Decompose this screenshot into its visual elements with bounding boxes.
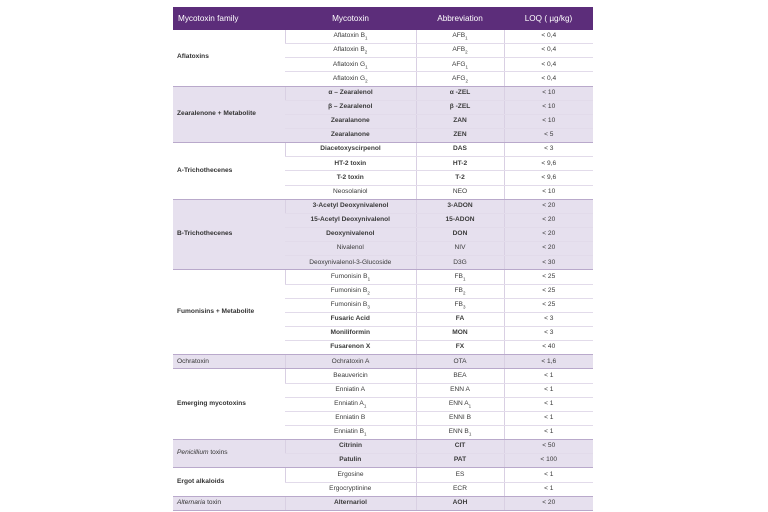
abbreviation-cell-text: D3G	[453, 258, 467, 266]
loq-cell-text: < 0,4	[541, 74, 557, 82]
loq-cell	[504, 58, 593, 72]
loq-cell-text: < 10	[542, 102, 556, 110]
family-label: Penicillium	[177, 449, 209, 457]
mycotoxin-cell-text: α – Zearalenol	[328, 88, 373, 96]
loq-cell-text: < 3	[544, 145, 554, 153]
family-cell	[173, 143, 285, 200]
mycotoxin-cell-text: 15-Acetyl Deoxynivalenol	[310, 216, 391, 224]
mycotoxin-cell-text: Enniatin B	[335, 414, 366, 422]
abbreviation-cell-text: OTA	[453, 357, 467, 365]
mycotoxin-cell-text: Diacetoxyscirpenol	[320, 145, 381, 153]
loq-cell	[504, 397, 593, 411]
mycotoxin-cell-text: Deoxynivalenol-3-Glucoside	[309, 258, 392, 266]
loq-cell-text: < 9,6	[541, 173, 557, 181]
abbreviation-cell	[416, 496, 504, 510]
mycotoxin-cell-subscript: 1	[365, 63, 368, 69]
mycotoxin-cell	[285, 227, 416, 241]
abbreviation-cell	[416, 440, 504, 454]
loq-cell	[504, 44, 593, 58]
mycotoxin-cell	[285, 312, 416, 326]
mycotoxin-cell	[285, 86, 416, 100]
abbreviation-cell	[416, 468, 504, 482]
loq-cell-text: < 0,4	[541, 32, 557, 40]
mycotoxin-cell-text: Alternariol	[334, 498, 367, 506]
family-label: Emerging mycotoxins	[177, 399, 246, 407]
abbreviation-cell-text: HT-2	[452, 159, 468, 167]
abbreviation-cell-text: NIV	[454, 244, 466, 252]
abbreviation-cell-text: ECR	[453, 484, 467, 492]
loq-cell	[504, 143, 593, 157]
abbreviation-cell-text: DAS	[453, 145, 467, 153]
table-row	[173, 496, 593, 510]
loq-cell	[504, 157, 593, 171]
family-cell	[173, 355, 285, 369]
loq-cell-text: < 9,6	[541, 159, 557, 167]
mycotoxin-cell	[285, 242, 416, 256]
loq-cell-text: < 0,4	[541, 60, 557, 68]
abbreviation-cell	[416, 256, 504, 270]
mycotoxin-cell	[285, 468, 416, 482]
mycotoxin-cell	[285, 58, 416, 72]
mycotoxin-cell	[285, 44, 416, 58]
loq-cell	[504, 440, 593, 454]
abbreviation-cell-text: AFG	[451, 60, 466, 68]
abbreviation-cell-text: DON	[452, 230, 468, 238]
mycotoxin-cell-text: Nivalenol	[336, 244, 364, 252]
loq-cell	[504, 270, 593, 284]
abbreviation-cell-text: AOH	[452, 498, 468, 506]
table-row	[173, 355, 593, 369]
mycotoxin-cell	[285, 369, 416, 383]
mycotoxin-cell	[285, 482, 416, 496]
table-row	[173, 30, 593, 44]
abbreviation-cell-subscript: 1	[468, 431, 472, 437]
mycotoxin-cell	[285, 171, 416, 185]
mycotoxin-cell	[285, 496, 416, 510]
header-mycotoxin: Mycotoxin	[285, 7, 416, 30]
family-label: A-Trichothecenes	[177, 166, 233, 174]
loq-cell-text: < 25	[542, 300, 556, 308]
abbreviation-cell-text: ZEN	[453, 131, 467, 139]
mycotoxin-cell	[285, 72, 416, 86]
abbreviation-cell-text: ZAN	[453, 117, 467, 125]
abbreviation-cell	[416, 30, 504, 44]
abbreviation-cell-text: FB	[454, 286, 463, 294]
mycotoxin-cell-text: Fusarenon X	[330, 343, 371, 351]
mycotoxin-cell-subscript: 1	[367, 275, 371, 281]
loq-cell-text: < 50	[542, 442, 556, 450]
loq-cell-text: < 1,6	[541, 357, 557, 365]
abbreviation-cell	[416, 298, 504, 312]
family-cell	[173, 440, 285, 468]
header-family: Mycotoxin family	[173, 7, 285, 30]
abbreviation-cell-text: CIT	[454, 442, 466, 450]
abbreviation-cell	[416, 44, 504, 58]
mycotoxin-cell	[285, 213, 416, 227]
family-label: Ergot alkaloids	[177, 477, 225, 485]
mycotoxin-cell-subscript: 2	[365, 78, 368, 83]
abbreviation-cell-text: FB	[454, 272, 463, 280]
mycotoxin-cell-text: Zearalanone	[330, 131, 370, 139]
mycotoxin-cell-text: Moniliformin	[330, 329, 371, 337]
mycotoxin-cell-text: Enniatin A	[335, 385, 366, 393]
loq-cell-text: < 20	[542, 230, 556, 238]
loq-cell	[504, 468, 593, 482]
abbreviation-cell-text: α -ZEL	[449, 88, 471, 96]
loq-cell	[504, 30, 593, 44]
loq-cell	[504, 128, 593, 142]
family-label: Zearalenone + Metabolite	[177, 110, 256, 118]
loq-cell	[504, 482, 593, 496]
abbreviation-cell	[416, 58, 504, 72]
mycotoxin-cell-text: Ergosine	[337, 470, 364, 478]
family-suffix: toxins	[208, 449, 228, 457]
abbreviation-cell-text: ES	[455, 470, 465, 478]
abbreviation-cell-subscript: 1	[465, 35, 468, 41]
abbreviation-cell	[416, 482, 504, 496]
mycotoxin-cell-text: Fumonisin B	[330, 272, 368, 280]
loq-cell-text: < 1	[544, 371, 554, 379]
abbreviation-cell	[416, 397, 504, 411]
family-label: Alternaria	[177, 498, 206, 506]
mycotoxin-cell-text: Patulin	[339, 456, 362, 464]
loq-cell-text: < 20	[542, 201, 556, 209]
table-row	[173, 468, 593, 482]
abbreviation-cell-text: FX	[455, 343, 465, 351]
mycotoxin-cell-subscript: 1	[365, 35, 368, 41]
loq-cell-text: < 1	[544, 399, 554, 407]
table-row	[173, 143, 593, 157]
abbreviation-cell-text: ENN B	[448, 428, 469, 436]
loq-cell-text: < 5	[544, 131, 554, 139]
abbreviation-cell	[416, 100, 504, 114]
abbreviation-cell-text: AFB	[452, 32, 466, 40]
loq-cell-text: < 10	[542, 88, 556, 96]
loq-cell	[504, 298, 593, 312]
loq-cell	[504, 326, 593, 340]
loq-cell-text: < 1	[544, 385, 554, 393]
abbreviation-cell-subscript: 2	[465, 49, 468, 55]
abbreviation-cell-text: T-2	[455, 173, 465, 181]
table-row	[173, 440, 593, 454]
abbreviation-cell	[416, 242, 504, 256]
abbreviation-cell	[416, 114, 504, 128]
mycotoxin-cell-text: β – Zearalenol	[328, 102, 373, 110]
family-cell	[173, 86, 285, 143]
mycotoxin-cell-subscript: 3	[367, 304, 370, 310]
loq-cell	[504, 100, 593, 114]
mycotoxin-cell-text: Fumonisin B	[330, 300, 368, 308]
mycotoxin-cell	[285, 100, 416, 114]
table-row	[173, 86, 593, 100]
mycotoxin-cell-subscript: 1	[364, 431, 367, 437]
family-cell	[173, 199, 285, 270]
mycotoxin-cell	[285, 185, 416, 199]
mycotoxin-cell-text: HT-2 toxin	[334, 159, 367, 167]
mycotoxin-cell	[285, 157, 416, 171]
abbreviation-cell	[416, 128, 504, 142]
abbreviation-cell	[416, 326, 504, 340]
loq-cell	[504, 185, 593, 199]
mycotoxin-cell	[285, 30, 416, 44]
mycotoxin-cell	[285, 411, 416, 425]
loq-cell	[504, 284, 593, 298]
abbreviation-cell	[416, 213, 504, 227]
abbreviation-cell-text: NEO	[452, 187, 468, 195]
family-cell	[173, 30, 285, 86]
loq-cell-text: < 40	[542, 343, 556, 351]
loq-cell-text: < 20	[542, 498, 556, 506]
loq-cell	[504, 312, 593, 326]
mycotoxin-cell-text: Zearalanone	[330, 117, 370, 125]
loq-cell	[504, 86, 593, 100]
mycotoxin-cell-text: Enniatin B	[333, 428, 365, 436]
mycotoxin-cell	[285, 284, 416, 298]
mycotoxin-cell-text: T-2 toxin	[336, 173, 364, 181]
loq-cell-text: < 10	[542, 187, 556, 195]
abbreviation-cell-text: 15-ADON	[445, 216, 475, 224]
mycotoxin-cell-text: Ochratoxin A	[331, 357, 370, 365]
table-row	[173, 270, 593, 284]
loq-cell	[504, 369, 593, 383]
abbreviation-cell-text: ENNI B	[449, 414, 471, 422]
mycotoxin-cell	[285, 143, 416, 157]
table-row	[173, 369, 593, 383]
loq-cell	[504, 72, 593, 86]
loq-cell-text: < 1	[544, 484, 554, 492]
mycotoxin-cell-text: Aflatoxin B	[333, 32, 365, 40]
abbreviation-cell	[416, 454, 504, 468]
loq-cell-text: < 1	[544, 470, 554, 478]
mycotoxin-loq-table	[173, 7, 593, 511]
mycotoxin-cell-text: Fumonisin B	[330, 286, 368, 294]
abbreviation-cell-text: ENN A	[450, 385, 470, 393]
mycotoxin-cell-text: Aflatoxin G	[332, 74, 366, 82]
loq-cell-text: < 3	[544, 329, 554, 337]
mycotoxin-cell-subscript: 2	[364, 49, 368, 55]
loq-cell	[504, 199, 593, 213]
abbreviation-cell	[416, 185, 504, 199]
abbreviation-cell	[416, 72, 504, 86]
abbreviation-cell-subscript: 1	[462, 275, 466, 281]
table-row	[173, 199, 593, 213]
mycotoxin-cell	[285, 114, 416, 128]
loq-cell	[504, 383, 593, 397]
abbreviation-cell	[416, 312, 504, 326]
loq-cell-text: < 25	[542, 286, 556, 294]
abbreviation-cell-text: PAT	[453, 456, 467, 464]
abbreviation-cell-text: FA	[455, 315, 465, 323]
mycotoxin-cell	[285, 199, 416, 213]
abbreviation-cell	[416, 143, 504, 157]
loq-cell	[504, 256, 593, 270]
loq-cell-text: < 30	[542, 258, 556, 266]
abbreviation-cell-subscript: 2	[465, 78, 469, 83]
abbreviation-cell-text: AFB	[452, 46, 466, 54]
mycotoxin-cell-text: Citrinin	[338, 442, 363, 450]
mycotoxin-cell-text: Enniatin A	[334, 399, 364, 407]
loq-cell-text: < 1	[544, 414, 554, 422]
loq-cell	[504, 341, 593, 355]
loq-cell	[504, 454, 593, 468]
mycotoxin-cell-text: 3-Acetyl Deoxynivalenol	[312, 201, 389, 209]
abbreviation-cell	[416, 171, 504, 185]
loq-cell	[504, 114, 593, 128]
abbreviation-cell	[416, 355, 504, 369]
abbreviation-cell	[416, 369, 504, 383]
mycotoxin-cell	[285, 128, 416, 142]
family-label: Ochratoxin	[177, 357, 209, 365]
abbreviation-cell	[416, 199, 504, 213]
loq-cell-text: < 10	[542, 117, 556, 125]
mycotoxin-cell-text: Aflatoxin B	[333, 46, 365, 54]
abbreviation-cell	[416, 383, 504, 397]
mycotoxin-cell-text: Aflatoxin G	[332, 60, 366, 68]
loq-cell	[504, 171, 593, 185]
abbreviation-cell-text: 3-ADON	[447, 201, 473, 209]
loq-cell	[504, 242, 593, 256]
mycotoxin-cell-text: Ergocryptinine	[329, 484, 372, 492]
mycotoxin-cell	[285, 270, 416, 284]
family-cell	[173, 496, 285, 510]
abbreviation-cell-subscript: 1	[468, 403, 472, 409]
loq-cell	[504, 213, 593, 227]
mycotoxin-cell	[285, 341, 416, 355]
loq-cell	[504, 227, 593, 241]
mycotoxin-cell-text: Fusaric Acid	[330, 315, 370, 323]
abbreviation-cell-text: FB	[454, 300, 463, 308]
abbreviation-cell	[416, 86, 504, 100]
loq-cell-text: < 100	[540, 456, 558, 464]
mycotoxin-cell-text: Neosolaniol	[333, 187, 368, 195]
table-body	[173, 30, 593, 510]
abbreviation-cell-text: AFG	[451, 74, 466, 82]
abbreviation-cell	[416, 227, 504, 241]
mycotoxin-cell	[285, 454, 416, 468]
mycotoxin-cell	[285, 425, 416, 439]
mycotoxin-cell	[285, 355, 416, 369]
abbreviation-cell	[416, 425, 504, 439]
abbreviation-cell-text: ENN A	[448, 399, 469, 407]
abbreviation-cell	[416, 341, 504, 355]
family-label: B-Trichothecenes	[177, 230, 233, 238]
abbreviation-cell	[416, 411, 504, 425]
header-abbreviation: Abbreviation	[416, 7, 504, 30]
mycotoxin-cell-text: Deoxynivalenol	[326, 230, 375, 238]
mycotoxin-cell	[285, 256, 416, 270]
loq-cell-text: < 20	[542, 244, 556, 252]
abbreviation-cell	[416, 270, 504, 284]
family-cell	[173, 369, 285, 440]
family-cell	[173, 270, 285, 355]
mycotoxin-cell	[285, 298, 416, 312]
abbreviation-cell	[416, 284, 504, 298]
loq-cell	[504, 411, 593, 425]
mycotoxin-cell	[285, 440, 416, 454]
loq-cell-text: < 25	[542, 272, 556, 280]
loq-cell	[504, 355, 593, 369]
abbreviation-cell-subscript: 3	[462, 304, 466, 310]
mycotoxin-cell-subscript: 2	[367, 290, 370, 296]
abbreviation-cell	[416, 157, 504, 171]
family-cell	[173, 468, 285, 496]
family-suffix: toxin	[205, 498, 221, 506]
loq-cell	[504, 425, 593, 439]
loq-cell-text: < 3	[544, 315, 554, 323]
abbreviation-cell-text: MON	[452, 329, 468, 337]
family-label: Fumonisins + Metabolite	[177, 308, 255, 316]
header-loq: LOQ ( µg/kg)	[504, 7, 593, 30]
mycotoxin-cell	[285, 397, 416, 411]
abbreviation-cell-subscript: 2	[462, 290, 466, 296]
loq-cell-text: < 1	[544, 428, 554, 436]
table-header-row	[173, 7, 593, 30]
mycotoxin-cell	[285, 326, 416, 340]
abbreviation-cell-subscript: 1	[465, 63, 469, 69]
loq-cell	[504, 496, 593, 510]
abbreviation-cell-text: BEA	[453, 371, 467, 379]
mycotoxin-cell-subscript: 1	[363, 403, 367, 409]
family-label: Aflatoxins	[177, 53, 209, 61]
loq-cell-text: < 0,4	[541, 46, 557, 54]
mycotoxin-cell	[285, 383, 416, 397]
abbreviation-cell-text: β -ZEL	[449, 102, 471, 110]
loq-cell-text: < 20	[542, 216, 556, 224]
mycotoxin-cell-text: Beauvericin	[333, 371, 368, 379]
